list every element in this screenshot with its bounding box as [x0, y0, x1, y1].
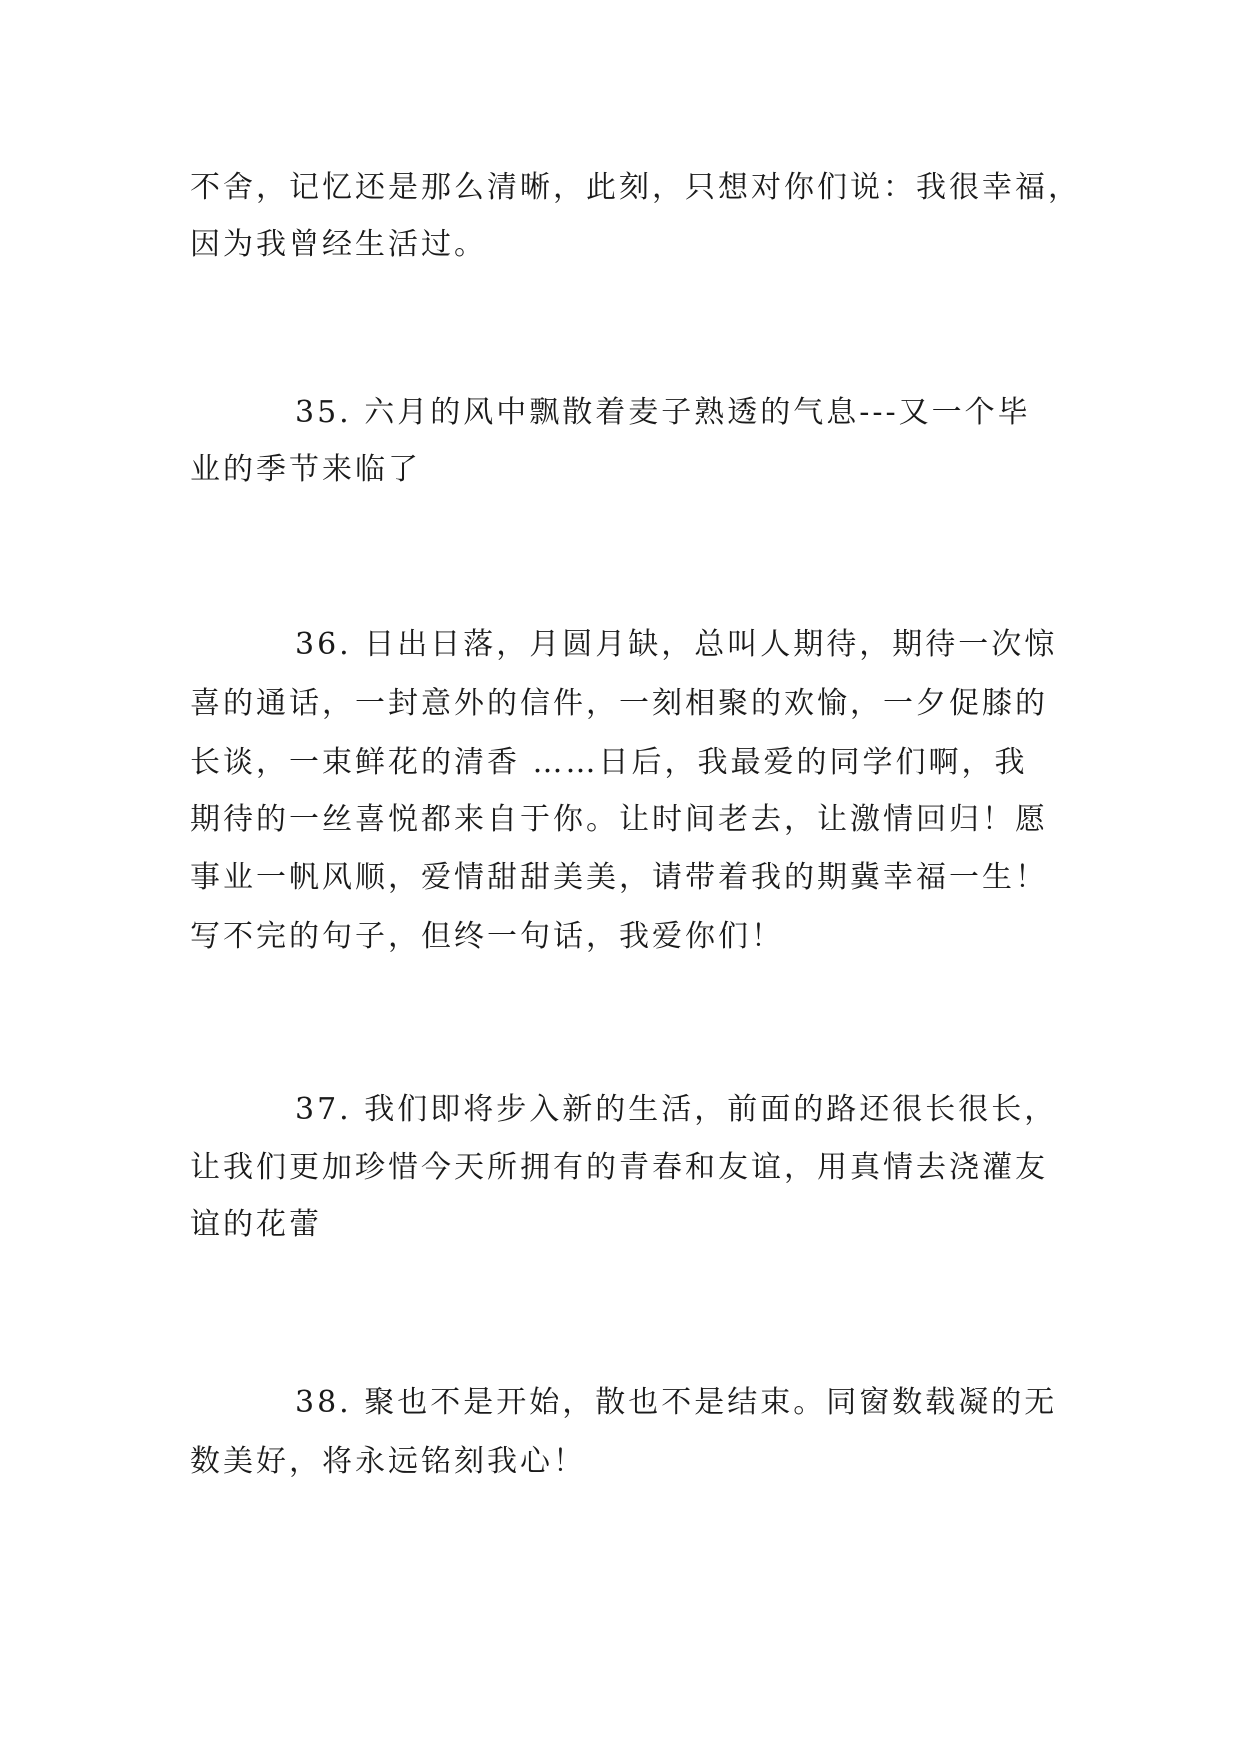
item-36-text-line: 期待的一丝喜悦都来自于你。让时间老去，让激情回归！愿	[190, 802, 1048, 837]
item-38-text-line: 38. 聚也不是开始，散也不是结束。同窗数载凝的无	[295, 1385, 1058, 1420]
item-36-text-line: 喜的通话，一封意外的信件，一刻相聚的欢愉，一夕促膝的	[190, 686, 1048, 721]
item-36-text-line: 长谈，一束鲜花的清香 ……日后，我最爱的同学们啊，我	[190, 745, 1028, 780]
item-37-text-line: 谊的花蕾	[190, 1207, 322, 1242]
item-35-text-line: 35. 六月的风中飘散着麦子熟透的气息---又一个毕	[295, 395, 1031, 430]
item-36-text-line: 写不完的句子，但终一句话，我爱你们！	[190, 919, 784, 954]
item-35-text-line: 业的季节来临了	[190, 452, 421, 487]
item-36-text-line: 事业一帆风顺，爱情甜甜美美，请带着我的期冀幸福一生！	[190, 860, 1048, 895]
item-37-text-line: 让我们更加珍惜今天所拥有的青春和友谊，用真情去浇灌友	[190, 1150, 1048, 1185]
item-37-text-line: 37. 我们即将步入新的生活，前面的路还很长很长，	[295, 1092, 1058, 1127]
item-36-text-line: 36. 日出日落，月圆月缺，总叫人期待，期待一次惊	[295, 627, 1058, 662]
paragraph-text-line: 因为我曾经生活过。	[190, 227, 487, 262]
item-38-text-line: 数美好，将永远铭刻我心！	[190, 1444, 586, 1479]
paragraph-text-line: 不舍，记忆还是那么清晰，此刻，只想对你们说：我很幸福，	[190, 170, 1081, 205]
